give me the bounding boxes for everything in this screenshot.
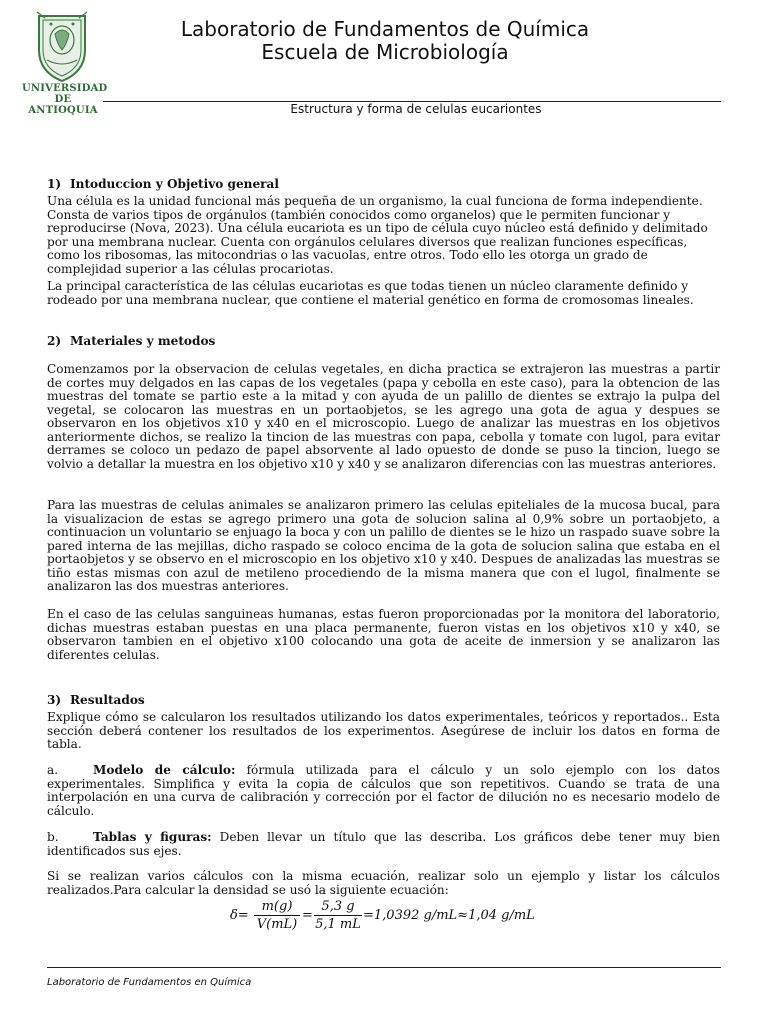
fraction1-denominator: V(mL) xyxy=(256,917,298,932)
page-title-line2: Escuela de Microbiología xyxy=(261,40,509,64)
page-title-line1: Laboratorio de Fundamentos de Química xyxy=(180,17,590,41)
page-subtitle: Estructura y forma de celulas eucariontes xyxy=(290,102,542,116)
section1-title: Intoduccion y Objetivo general xyxy=(70,177,279,191)
section2-paragraph1: Comenzamos por la observacion de celulas vegetales, en dicha practica se extrajeron las muestras a partir de cortes muy delgados en las capas de los vegetales (papa y cebolla en este caso), para la obtencion de las muestras del tomate se partio este a la mitad y con ayuda de un palillo de dientes se extrajo la pulpa del vegetal, se colocaron las muestras en un portaobjetos, se les agrego una gota de agua y despues se observaron en los objetivos x10 y x40 en el microscopio. Luego de analizar las muestras en los objetivos anteriormente dichos, se realizo la tincion de las muestras con papa, cebolla y tomate con lugol, para evitar derrames se coloco un pedazo de papel absorvente al lado opuesto de donde se puso la tincion, luego se volvio a detallar la muestra en los objetivo x10 y x40 y se analizaron diferencias con las muestras anteriores. xyxy=(47,362,720,471)
density-equation xyxy=(230,898,550,938)
section3-title: Resultados xyxy=(70,693,145,707)
fraction2-numerator: 5,3 g xyxy=(321,899,355,914)
section2-paragraph3: En el caso de las celulas sanguineas humanas, estas fueron proporcionadas por la monitora del laboratorio, dichas muestras estaban puestas en una placa permanente, fueron vistas en los objetivos x10 y x40, se observaron tambien en el objetivo x100 colocando una gota de aceite de inmersion y se analizaron las diferentes celulas. xyxy=(47,607,720,662)
footer-text: Laboratorio de Fundamentos en Química xyxy=(47,977,252,988)
university-seal-icon xyxy=(33,10,91,84)
item-a-text: fórmula utilizada para el cálculo y un solo ejemplo con los datos experimentales. Simplifica y evita la copia de cálculos que son repetitivos. Cuando se trata de una interpolación en una curva de calibración y corrección por el factor de dilución no es necesario modelo de cálculo. xyxy=(47,763,720,818)
item-a-label: a. xyxy=(47,763,59,777)
equation-result: =1,0392 g/mL≈1,04 g/mL xyxy=(363,908,535,923)
fraction1-numerator: m(g) xyxy=(261,899,293,914)
section1-number: 1) xyxy=(47,177,62,191)
section2-paragraph2: Para las muestras de celulas animales se analizaron primero las celulas epiteliales de la mucosa bucal, para la visualizacion de estas se agrego primero una gota de solucion salina al 0,9% sobre un portaobjeto, a continuacion un voluntario se enjuago la boca y con un palillo de dientes se le hizo un raspado suave sobre la pared interna de las mejillas, dicho raspado se coloco encima de la gota de solucion salina que estaba en el portaobjetos y se observo en el microscopio en los objetivo x10 y x40. Despues de analizadas las muestras se tiño estas mismas con azul de metileno procediendo de la misma manera que con el lugol, finalmente se analizaron las dos muestras anteriores. xyxy=(47,498,720,593)
logo-text-line1: UNIVERSIDAD xyxy=(22,83,108,94)
equation-fraction2 xyxy=(314,898,362,933)
page-title xyxy=(170,18,600,64)
section3-item-a xyxy=(47,764,720,818)
section2-title: Materiales y metodos xyxy=(70,334,216,348)
section3-paragraph1: Explique cómo se calcularon los resultados utilizando los datos experimentales, teóricos y reportados.. Esta sección deberá contener los resultados de los experimentos. Asegúrese de incluir los datos en forma de tabla. xyxy=(47,710,720,751)
fraction2-denominator: 5,1 mL xyxy=(315,917,361,932)
section3-heading xyxy=(47,694,720,708)
university-logo xyxy=(22,10,108,116)
equation-fraction1 xyxy=(254,898,300,933)
section1-paragraph2: La principal característica de las células eucariotas es que todas tienen un núcleo claramente definido y rodeado por una membrana nuclear, que contiene el material genético en forma de cromosomas lineales. xyxy=(47,279,694,307)
item-b-title: Tablas y figuras: xyxy=(93,830,212,844)
logo-text-line2: DE ANTIOQUIA xyxy=(28,94,98,116)
section2-number: 2) xyxy=(47,334,62,348)
item-b-text: Deben llevar un título que las describa. Los gráficos debe tener muy bien identificados sus ejes. xyxy=(47,830,721,858)
item-a-title: Modelo de cálculo: xyxy=(93,763,236,777)
section3-paragraph2: Si se realizan varios cálculos con la misma ecuación, realizar solo un ejemplo y listar los cálculos realizados.Para calcular la densidad se usó la siguiente ecuación: xyxy=(47,869,720,897)
section2-heading xyxy=(47,335,720,349)
section3-number: 3) xyxy=(47,693,62,707)
footer-divider xyxy=(47,967,721,968)
item-b-label: b. xyxy=(47,830,59,844)
equation-lhs: δ= xyxy=(230,908,249,923)
section1-paragraph1: Una célula es la unidad funcional más pequeña de un organismo, la cual funciona de forma independiente. Consta de varios tipos de orgánulos (también conocidos como organelos) que le permiten funcionar y reproducirse (Nova, 2023). Una célula eucariota es un tipo de célula cuyo núcleo está definido y delimitado por una membrana nuclear. Cuenta con orgánulos celulares diversos que realizan funciones específicas, como los ribosomas, las mitocondrias o las vacuolas, entre otros. Todo ello les otorga un grado de complejidad superior a las células procariotas. xyxy=(47,194,708,276)
section1-heading xyxy=(47,178,720,192)
equation-equals: = xyxy=(302,908,313,923)
section3-item-b xyxy=(47,831,720,858)
